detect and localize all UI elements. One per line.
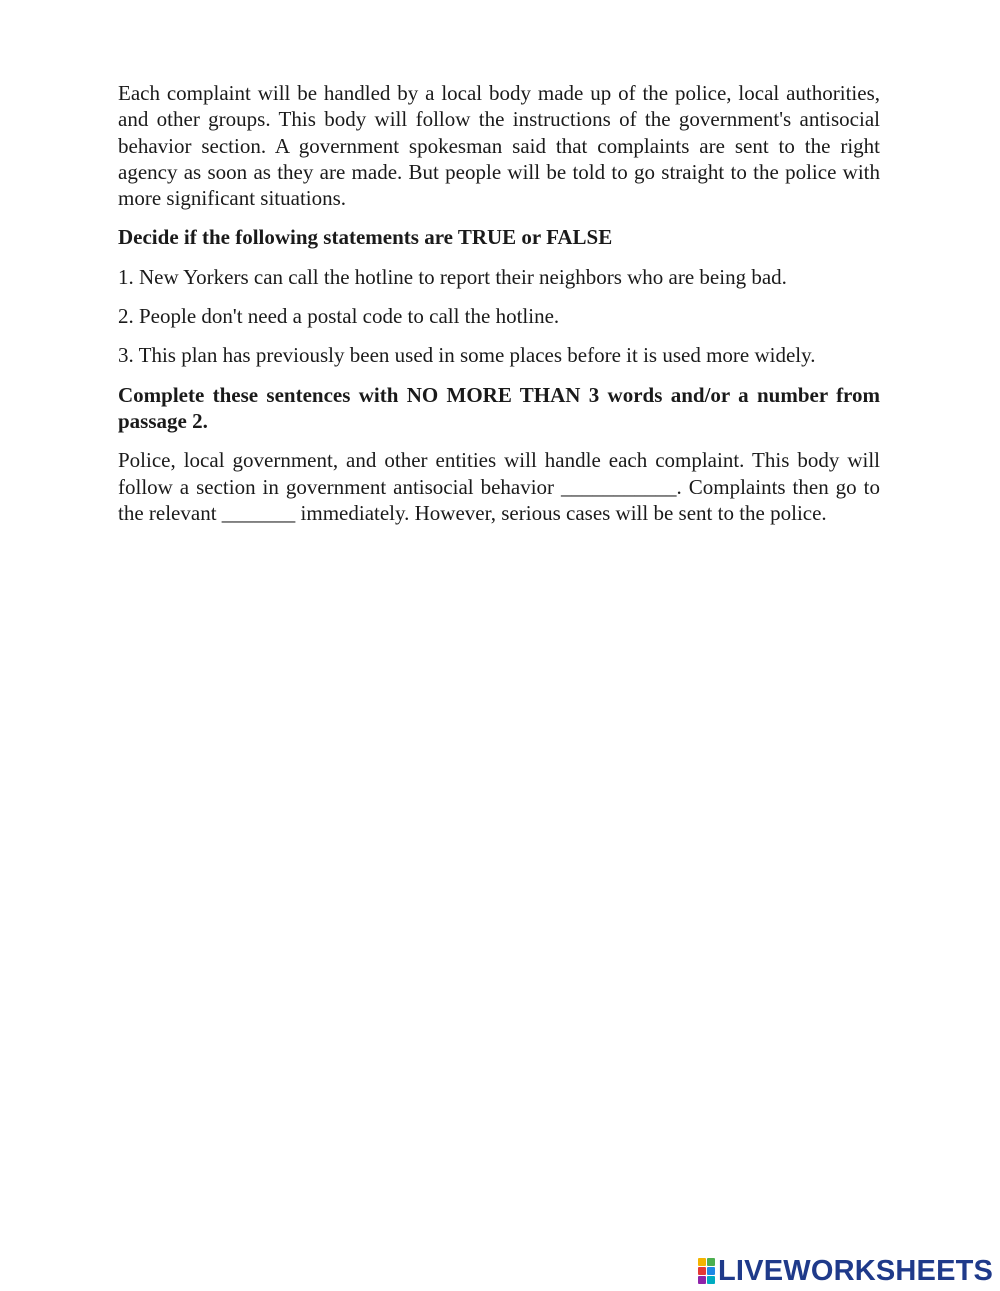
statement-2: 2. People don't need a postal code to call the hotline. [118, 304, 560, 329]
logo-block-icon [698, 1267, 706, 1275]
passage-paragraph: Each complaint will be handled by a local body made up of the police, local authorities, and other groups. This body will follow the instructions of the government's antisocial behavior section. A government spokesman said that complaints are sent to the right agency as soon as they are made. But people will be told to go straight to the police with more significant situations. [118, 81, 880, 211]
logo-mark-icon [698, 1258, 715, 1284]
completion-paragraph: Police, local government, and other entities will handle each complaint. This body will follow a section in government antisocial behavior ___________. Complaints then go to the relevant _______ immediately. However, serious cases will be sent to the police. [118, 448, 880, 525]
worksheet-page [118, 80, 880, 526]
statement-1: 1. New Yorkers can call the hotline to report their neighbors who are being bad. [118, 264, 787, 289]
logo-block-icon [698, 1258, 706, 1266]
logo-block-icon [707, 1258, 715, 1266]
liveworksheets-logo [698, 1256, 993, 1286]
logo-block-icon [707, 1267, 715, 1275]
logo-text: LIVEWORKSHEETS [718, 1255, 994, 1287]
logo-block-icon [707, 1276, 715, 1284]
logo-block-icon [698, 1276, 706, 1284]
completion-heading: Complete these sentences with NO MORE THAN 3 words and/or a number from passage 2. [118, 382, 880, 433]
true-false-heading: Decide if the following statements are TRUE or FALSE [118, 225, 613, 250]
statement-3: 3. This plan has previously been used in some places before it is used more widely. [118, 343, 816, 368]
